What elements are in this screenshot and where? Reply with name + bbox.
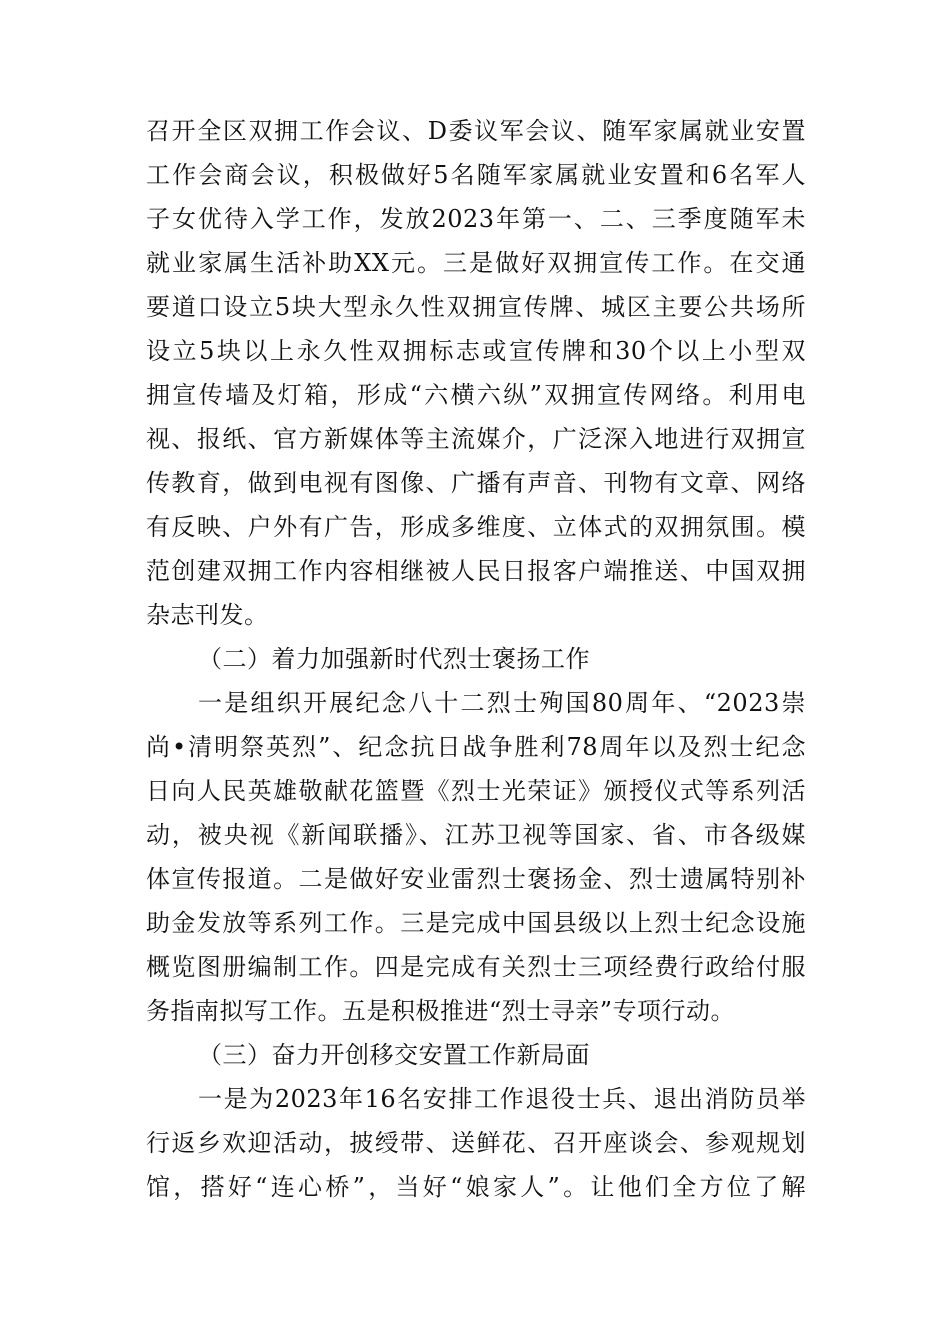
document-body bbox=[146, 109, 806, 1209]
text-line: 馆，搭好“连心桥”，当好“娘家人”。让他们全方位了解 bbox=[146, 1173, 806, 1201]
section-heading-2: （二）着力加强新时代烈士褒扬工作 bbox=[198, 645, 590, 673]
text-line: 有反映、户外有广告，形成多维度、立体式的双拥氛围。模 bbox=[146, 513, 806, 541]
paragraph-1 bbox=[146, 109, 806, 637]
text-line: 日向人民英雄敬献花篮暨《烈士光荣证》颁授仪式等系列活 bbox=[146, 777, 806, 805]
paragraph-3 bbox=[146, 1077, 806, 1209]
text-line: 就业家属生活补助XX元。三是做好双拥宣传工作。在交通 bbox=[146, 249, 806, 277]
text-line: 拥宣传墙及灯箱，形成“六横六纵”双拥宣传网络。利用电 bbox=[146, 381, 806, 409]
text-line: 视、报纸、官方新媒体等主流媒介，广泛深入地进行双拥宣 bbox=[146, 425, 806, 453]
text-line: 范创建双拥工作内容相继被人民日报客户端推送、中国双拥 bbox=[146, 557, 806, 585]
text-line: 传教育，做到电视有图像、广播有声音、刊物有文章、网络 bbox=[146, 469, 806, 497]
text-line: 务指南拟写工作。五是积极推进“烈士寻亲”专项行动。 bbox=[146, 997, 736, 1025]
text-line: 动，被央视《新闻联播》、江苏卫视等国家、省、市各级媒 bbox=[146, 821, 806, 849]
text-line: 设立5块以上永久性双拥标志或宣传牌和30个以上小型双 bbox=[146, 337, 806, 365]
text-line: 要道口设立5块大型永久性双拥宣传牌、城区主要公共场所 bbox=[146, 293, 806, 321]
text-line: 一是组织开展纪念八十二烈士殉国80周年、“2023崇 bbox=[198, 689, 806, 717]
text-line: 概览图册编制工作。四是完成有关烈士三项经费行政给付服 bbox=[146, 953, 806, 981]
text-line: 体宣传报道。二是做好安业雷烈士褒扬金、烈士遗属特别补 bbox=[146, 865, 806, 893]
paragraph-2 bbox=[146, 681, 806, 1033]
text-line: 一是为2023年16名安排工作退役士兵、退出消防员举 bbox=[198, 1085, 806, 1113]
text-line: 助金发放等系列工作。三是完成中国县级以上烈士纪念设施 bbox=[146, 909, 806, 937]
section-heading-3: （三）奋力开创移交安置工作新局面 bbox=[198, 1041, 590, 1069]
text-line: 尚•清明祭英烈”、纪念抗日战争胜利78周年以及烈士纪念 bbox=[146, 733, 806, 761]
text-line: 杂志刊发。 bbox=[146, 601, 269, 629]
text-line: 工作会商会议，积极做好5名随军家属就业安置和6名军人 bbox=[146, 161, 806, 189]
text-line: 子女优待入学工作，发放2023年第一、二、三季度随军未 bbox=[146, 205, 806, 233]
text-line: 召开全区双拥工作会议、D委议军会议、随军家属就业安置 bbox=[146, 117, 806, 145]
text-line: 行返乡欢迎活动，披绶带、送鲜花、召开座谈会、参观规划 bbox=[146, 1129, 806, 1157]
